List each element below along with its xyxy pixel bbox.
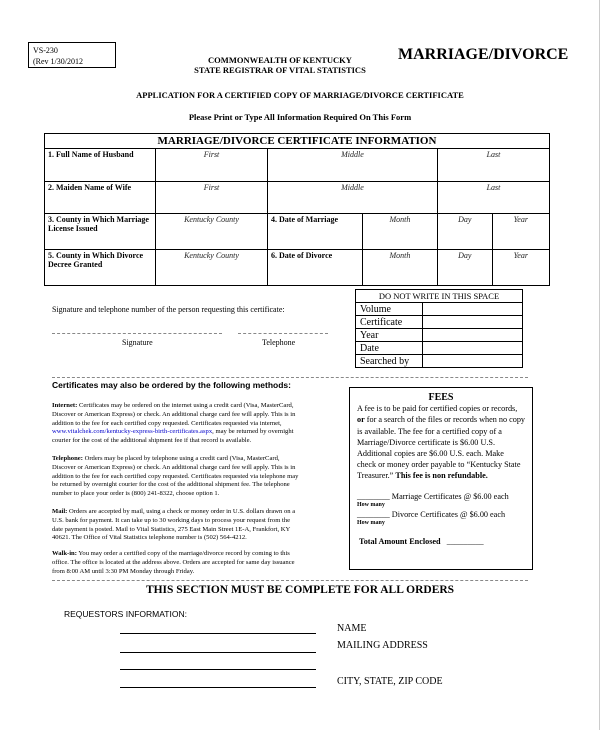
divorce-day[interactable]: Day — [437, 250, 492, 286]
county-divorce[interactable]: Kentucky County — [156, 250, 268, 286]
walkin-label: Walk-in: — [52, 550, 77, 557]
office-use-table — [355, 289, 523, 368]
telephone-line[interactable] — [238, 333, 328, 334]
address-label: MAILING ADDRESS — [337, 640, 428, 651]
divorce-fee: Divorce Certificates @ $6.00 each — [391, 509, 506, 519]
walkin-method — [52, 550, 302, 576]
fees-text: A fee is to be paid for certified copies or records, — [357, 404, 518, 414]
agency-line-2: STATE REGISTRAR OF VITAL STATISTICS — [194, 65, 366, 75]
mail-method — [52, 508, 302, 543]
wife-last[interactable]: Last — [437, 182, 549, 214]
telephone-text: Orders may be placed by telephone using a credit card (Visa, MasterCard, Discover or American Express) or check. An additional charge card fee will apply. This is in addition to the fee for each certified copy requested. Certificates requested via telephone may be returned by overnight courier for the cost of the additional shipment fee. The telephone number to place your order is (800) 241-8322, choose option 1. — [52, 455, 299, 498]
divider — [52, 377, 528, 378]
office-row-label: Year — [356, 329, 423, 342]
fees-box — [349, 387, 533, 570]
county-license[interactable]: Kentucky County — [156, 214, 268, 250]
internet-text-2: , may be returned by overnight courier for the cost of the additional shipment fee if that record is available. — [52, 428, 294, 445]
husband-last[interactable]: Last — [437, 149, 549, 182]
divorce-year[interactable]: Year — [492, 250, 549, 286]
instruction: Please Print or Type All Information Required On This Form — [188, 112, 412, 122]
requestor-heading: REQUESTORS INFORMATION: — [64, 609, 187, 619]
telephone-label: Telephone — [262, 338, 296, 347]
marriage-day[interactable]: Day — [437, 214, 492, 250]
wife-label: 2. Maiden Name of Wife — [45, 182, 156, 214]
internet-method — [52, 402, 302, 446]
marriage-fee: Marriage Certificates @ $6.00 each — [391, 491, 509, 501]
husband-first[interactable]: First — [156, 149, 268, 182]
husband-label: 1. Full Name of Husband — [45, 149, 156, 182]
how-many-label: How many — [357, 501, 385, 508]
marriage-year[interactable]: Year — [492, 214, 549, 250]
name-line[interactable] — [120, 633, 316, 634]
divider — [52, 580, 528, 581]
address-line-2[interactable] — [120, 669, 316, 670]
fees-text-2: for a search of the files or records when no copy is available. The fee for a certified copy of a Marriage/Divorce certificate is $6.00 U.S. Additional copies are $6.00 U.S. each. Make check or money order payable to “Kentucky State Treasurer.” — [357, 415, 526, 481]
agency-line-1: COMMONWEALTH OF KENTUCKY — [208, 55, 352, 65]
fees-heading: FEES — [428, 392, 454, 403]
complete-notice: THIS SECTION MUST BE COMPLETE FOR ALL ORDERS — [145, 584, 455, 596]
fees-or: or — [357, 415, 365, 425]
city-label: CITY, STATE, ZIP CODE — [337, 676, 443, 687]
walkin-text: You may order a certified copy of the marriage/divorce record by coming to this office. The office is located at the address above. Orders are accepted for same day issuance from 8:00 AM until 3:30 PM Monday through Friday. — [52, 550, 295, 575]
document-title: MARRIAGE/DIVORCE — [398, 46, 569, 63]
office-heading: DO NOT WRITE IN THIS SPACE — [356, 290, 523, 303]
signature-line[interactable] — [52, 333, 222, 334]
signature-prompt: Signature and telephone number of the person requesting this certificate: — [52, 305, 285, 314]
total-label: Total Amount Enclosed — [359, 537, 441, 547]
application-title: APPLICATION FOR A CERTIFIED COPY OF MARRIAGE/DIVORCE CERTIFICATE — [136, 90, 464, 100]
office-row-label: Date — [356, 342, 423, 355]
certificate-info-table — [44, 133, 550, 286]
telephone-method-label: Telephone: — [52, 455, 83, 462]
how-many-label: How many — [357, 520, 385, 527]
address-line[interactable] — [120, 652, 316, 653]
wife-middle[interactable]: Middle — [268, 182, 438, 214]
form-id: VS-230 — [33, 46, 58, 55]
name-label: NAME — [337, 623, 367, 634]
internet-text: Certificates may be ordered on the internet using a credit card (Visa, MasterCard, Discover or American Express) or check. An additional charge card fee will apply. This is in addition to the fee for each certified copy requested. Certificates requested via internet, — [52, 402, 296, 427]
form-id-box — [28, 42, 116, 68]
methods-heading: Certificates may also be ordered by the following methods: — [52, 380, 291, 390]
marriage-count-blank[interactable]: ________ — [357, 491, 390, 501]
wife-first[interactable]: First — [156, 182, 268, 214]
signature-label: Signature — [122, 338, 153, 347]
marriage-date-label: 4. Date of Marriage — [268, 214, 363, 250]
divorce-count-blank[interactable]: ________ — [357, 509, 390, 519]
divorce-month[interactable]: Month — [363, 250, 438, 286]
telephone-method — [52, 455, 302, 499]
non-refundable: This fee is non refundable. — [395, 471, 488, 481]
office-row-label: Certificate — [356, 316, 423, 329]
mail-label: Mail: — [52, 508, 68, 515]
office-row-label: Searched by — [356, 355, 423, 368]
mail-text: Orders are accepted by mail, using a check or money order in U.S. dollars drawn on a U.S. bank for payment. It can take up to 30 working days to process your request from the date payment is posted. Mail to Vital Statistics, 275 East Main Street 1E-A, Frankfort, KY 40621. The Office of Vital Statistics telephone number is (502) 564-4212. — [52, 508, 296, 542]
county-divorce-label: 5. County in Which Divorce Decree Granted — [45, 250, 156, 286]
county-license-label: 3. County in Which Marriage License Issued — [45, 214, 156, 250]
office-row-label: Volume — [356, 303, 423, 316]
internet-label: Internet: — [52, 402, 78, 409]
husband-middle[interactable]: Middle — [268, 149, 438, 182]
divorce-date-label: 6. Date of Divorce — [268, 250, 363, 286]
revision: (Rev 1/30/2012 — [33, 57, 83, 66]
vitalchek-link[interactable]: www.vitalchek.com/kentucky-express-birth-certificates.aspx — [52, 428, 213, 436]
total-blank[interactable]: _________ — [446, 537, 484, 547]
marriage-month[interactable]: Month — [363, 214, 438, 250]
info-heading: MARRIAGE/DIVORCE CERTIFICATE INFORMATION — [45, 134, 550, 149]
city-line[interactable] — [120, 687, 316, 688]
